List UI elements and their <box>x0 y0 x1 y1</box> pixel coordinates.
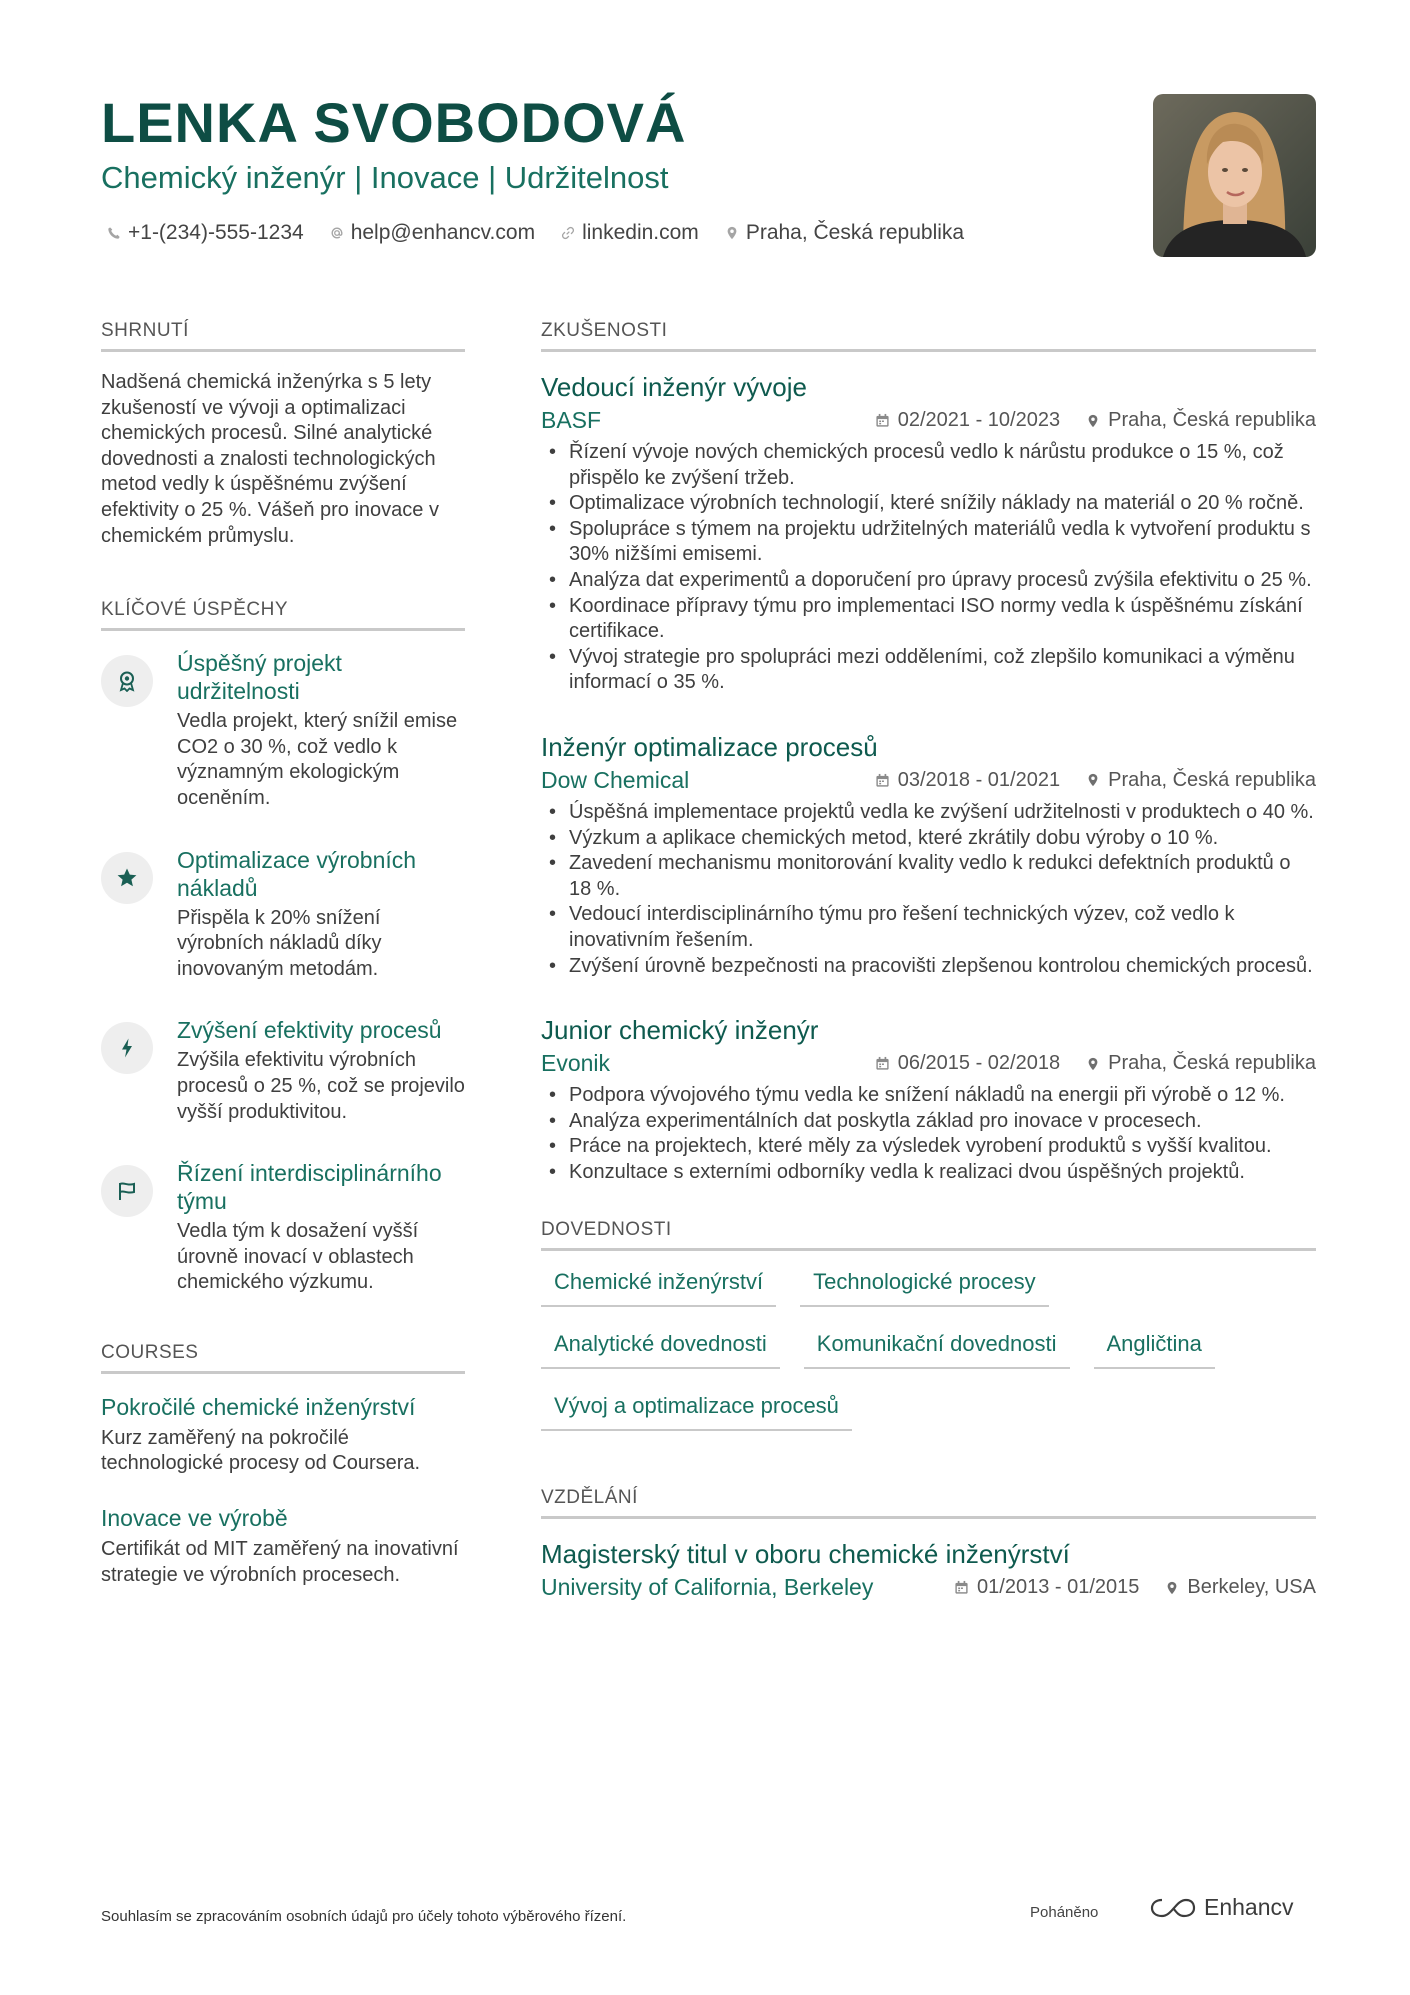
calendar-icon <box>875 773 890 788</box>
profile-photo <box>1153 94 1316 257</box>
bullet-item: • Vývoj strategie pro spolupráci mezi odděleními, což zlepšilo komunikaci a výměnu informací o 35 %. <box>541 645 1316 696</box>
contact-bar <box>107 221 964 245</box>
skill-tag: Technologické procesy <box>800 1269 1049 1307</box>
course-desc: Kurz zaměřený na pokročilé technologické procesy od Coursera. <box>101 1426 421 1475</box>
bolt-icon <box>116 1037 138 1059</box>
job-company: Dow Chemical <box>541 766 690 793</box>
courses-heading: COURSES <box>101 1342 465 1374</box>
contact-location <box>725 221 964 245</box>
education-degree: Magisterský titul v oboru chemické inženýrství <box>541 1539 1070 1570</box>
achievement-desc: Přispěla k 20% snížení výrobních nákladů díky inovovaným metodám. <box>177 906 382 980</box>
enhancv-logo[interactable] <box>1150 1894 1294 1921</box>
job-dates: 02/2021 - 10/2023 <box>897 409 1061 431</box>
contact-email[interactable] <box>330 221 535 245</box>
location-icon <box>1086 413 1100 429</box>
achievement-title: Řízení interdisciplinárního týmu <box>177 1160 442 1215</box>
summary-text: Nadšená chemická inženýrka s 5 lety zkušeností ve vývoji a optimalizaci chemických procesů. Silné analytické dovednosti a znalosti technologických metod vedly k úspěšnému zvýšení efektivity o 25 %. Vášeň pro inovace v chemickém průmyslu. <box>101 371 439 547</box>
achievement-title: Úspěšný projekt udržitelnosti <box>177 650 342 705</box>
bullet-item: • Koordinace přípravy týmu pro implementaci ISO normy vedla k úspěšnému získání certifikace. <box>541 594 1316 645</box>
achievement-desc: Vedla projekt, který snížil emise CO2 o 30 %, což vedlo k významným ekologickým oceněním. <box>177 710 458 809</box>
contact-linkedin[interactable] <box>561 221 699 245</box>
bullet-item: • Konzultace s externími odborníky vedla k realizaci dvou úspěšných projektů. <box>541 1160 1316 1186</box>
achievement-icon-badge <box>101 852 153 904</box>
education-location: Berkeley, USA <box>1187 1576 1316 1599</box>
job-company: BASF <box>541 407 602 433</box>
education-section <box>541 1487 1316 1601</box>
course-item <box>101 1503 465 1588</box>
job-dates: 03/2018 - 01/2021 <box>897 768 1061 791</box>
infinity-logo-icon <box>1150 1896 1196 1920</box>
education-dates: 01/2013 - 01/2015 <box>977 1576 1140 1599</box>
bullet-item: • Zvýšení úrovně bezpečnosti na pracovišti zlepšenou kontrolou chemických procesů. <box>541 954 1316 980</box>
calendar-icon <box>875 1056 890 1071</box>
location-icon <box>1165 1580 1179 1596</box>
achievements-heading: KLÍČOVÉ ÚSPĚCHY <box>101 599 465 631</box>
bullet-item: • Analýza experimentálních dat poskytla základ pro inovace v procesech. <box>541 1109 1316 1135</box>
at-icon <box>330 226 344 240</box>
experience-heading: ZKUŠENOSTI <box>541 320 1316 352</box>
skill-tag: Vývoj a optimalizace procesů <box>541 1393 852 1431</box>
skills-section <box>541 1219 1316 1431</box>
contact-phone[interactable] <box>107 221 304 245</box>
education-school: University of California, Berkeley <box>541 1574 874 1601</box>
link-icon <box>561 226 575 240</box>
achievement-title: Zvýšení efektivity procesů <box>177 1017 442 1044</box>
achievement-desc: Zvýšila efektivitu výrobních procesů o 25 %, což se projevilo vyšší produktivitou. <box>177 1049 465 1123</box>
bullet-item: • Zavedení mechanismu monitorování kvality vedlo k redukci defektních produktů o 18 %. <box>541 851 1316 902</box>
portrait-illustration <box>1153 94 1316 257</box>
consent-text: Souhlasím se zpracováním osobních údajů pro účely tohoto výběrového řízení. <box>101 1908 627 1925</box>
job-title: Vedoucí inženýr vývoje <box>541 372 807 402</box>
job-title: Inženýr optimalizace procesů <box>541 731 878 762</box>
contact-phone-text: +1-(234)-555-1234 <box>128 221 304 244</box>
award-icon <box>116 670 138 692</box>
job-entry <box>541 1013 1316 1185</box>
contact-location-text: Praha, Česká republika <box>745 221 965 244</box>
job-location: Praha, Česká republika <box>1108 1052 1316 1075</box>
achievement-item <box>101 1159 465 1296</box>
course-item <box>101 1392 465 1477</box>
phone-icon <box>107 226 121 240</box>
star-icon <box>116 867 138 889</box>
calendar-icon <box>954 1580 969 1595</box>
flag-icon <box>116 1180 138 1202</box>
location-icon <box>1086 1056 1100 1072</box>
bullet-item: • Podpora vývojového týmu vedla ke snížení nákladů na energii při výrobě o 12 %. <box>541 1083 1316 1109</box>
powered-by-label: Poháněno <box>1030 1904 1099 1921</box>
job-bullets <box>541 1083 1316 1185</box>
right-column <box>541 320 1316 1601</box>
skills-heading: DOVEDNOSTI <box>541 1219 1316 1251</box>
summary-heading: SHRNUTÍ <box>101 320 465 352</box>
job-company: Evonik <box>541 1050 611 1077</box>
left-column <box>101 320 465 1614</box>
location-icon <box>725 226 739 240</box>
bullet-item: • Vedoucí interdisciplinárního týmu pro řešení technických výzev, což vedlo k inovativním řešením. <box>541 902 1316 953</box>
summary-section <box>101 320 465 549</box>
achievement-item <box>101 649 465 811</box>
job-location: Praha, Česká republika <box>1108 768 1316 791</box>
skill-tag: Chemické inženýrství <box>541 1269 776 1307</box>
achievement-item <box>101 846 465 983</box>
achievement-icon-badge <box>101 1022 153 1074</box>
candidate-name: LENKA SVOBODOVÁ <box>101 91 687 154</box>
job-dates: 06/2015 - 02/2018 <box>897 1052 1061 1075</box>
achievements-section <box>101 599 465 1296</box>
bullet-item: • Práce na projektech, které měly za výsledek vyrobení produktů s vyšší kvalitou. <box>541 1134 1316 1160</box>
courses-section <box>101 1342 465 1588</box>
job-entry <box>541 730 1316 979</box>
job-title: Junior chemický inženýr <box>541 1015 819 1046</box>
job-location: Praha, Česká republika <box>1108 409 1316 431</box>
bullet-item: • Úspěšná implementace projektů vedla ke zvýšení udržitelnosti v produktech o 40 %. <box>541 800 1316 826</box>
course-title: Inovace ve výrobě <box>101 1505 288 1532</box>
bullet-item: • Spolupráce s týmem na projektu udržitelných materiálů vedla k vytvoření produktu s 30% nižšími emisemi. <box>541 517 1316 568</box>
achievement-icon-badge <box>101 655 153 707</box>
bullet-item: • Optimalizace výrobních technologií, které snížily náklady na materiál o 20 % ročně. <box>541 491 1316 517</box>
course-title: Pokročilé chemické inženýrství <box>101 1393 416 1420</box>
contact-linkedin-text: linkedin.com <box>582 221 699 244</box>
experience-section <box>541 320 1316 1185</box>
skill-tag: Analytické dovednosti <box>541 1331 780 1369</box>
achievement-item <box>101 1016 465 1125</box>
course-desc: Certifikát od MIT zaměřený na inovativní strategie ve výrobních procesech. <box>101 1538 459 1586</box>
enhancv-brand-text: Enhancv <box>1204 1894 1294 1920</box>
calendar-icon <box>875 413 890 428</box>
bullet-item: • Analýza dat experimentů a doporučení pro úpravy procesů zvýšila efektivitu o 25 %. <box>541 568 1316 594</box>
bullet-item: • Řízení vývoje nových chemických procesů vedlo k nárůstu produkce o 15 %, což přispělo ke zvýšení tržeb. <box>541 440 1316 491</box>
skill-tag: Angličtina <box>1094 1331 1215 1369</box>
achievement-desc: Vedla tým k dosažení vyšší úrovně inovací v oblastech chemického výzkumu. <box>177 1220 419 1294</box>
job-entry <box>541 370 1316 696</box>
achievement-icon-badge <box>101 1165 153 1217</box>
candidate-headline: Chemický inženýr | Inovace | Udržitelnost <box>101 160 669 195</box>
achievement-title: Optimalizace výrobních nákladů <box>177 846 417 901</box>
job-bullets <box>541 440 1316 696</box>
job-bullets <box>541 800 1316 979</box>
contact-email-text: help@enhancv.com <box>350 221 536 244</box>
location-icon <box>1086 772 1100 788</box>
skill-tag: Komunikační dovednosti <box>804 1331 1070 1369</box>
education-heading: VZDĚLÁNÍ <box>541 1487 1316 1519</box>
bullet-item: • Výzkum a aplikace chemických metod, které zkrátily dobu výroby o 10 %. <box>541 826 1316 852</box>
